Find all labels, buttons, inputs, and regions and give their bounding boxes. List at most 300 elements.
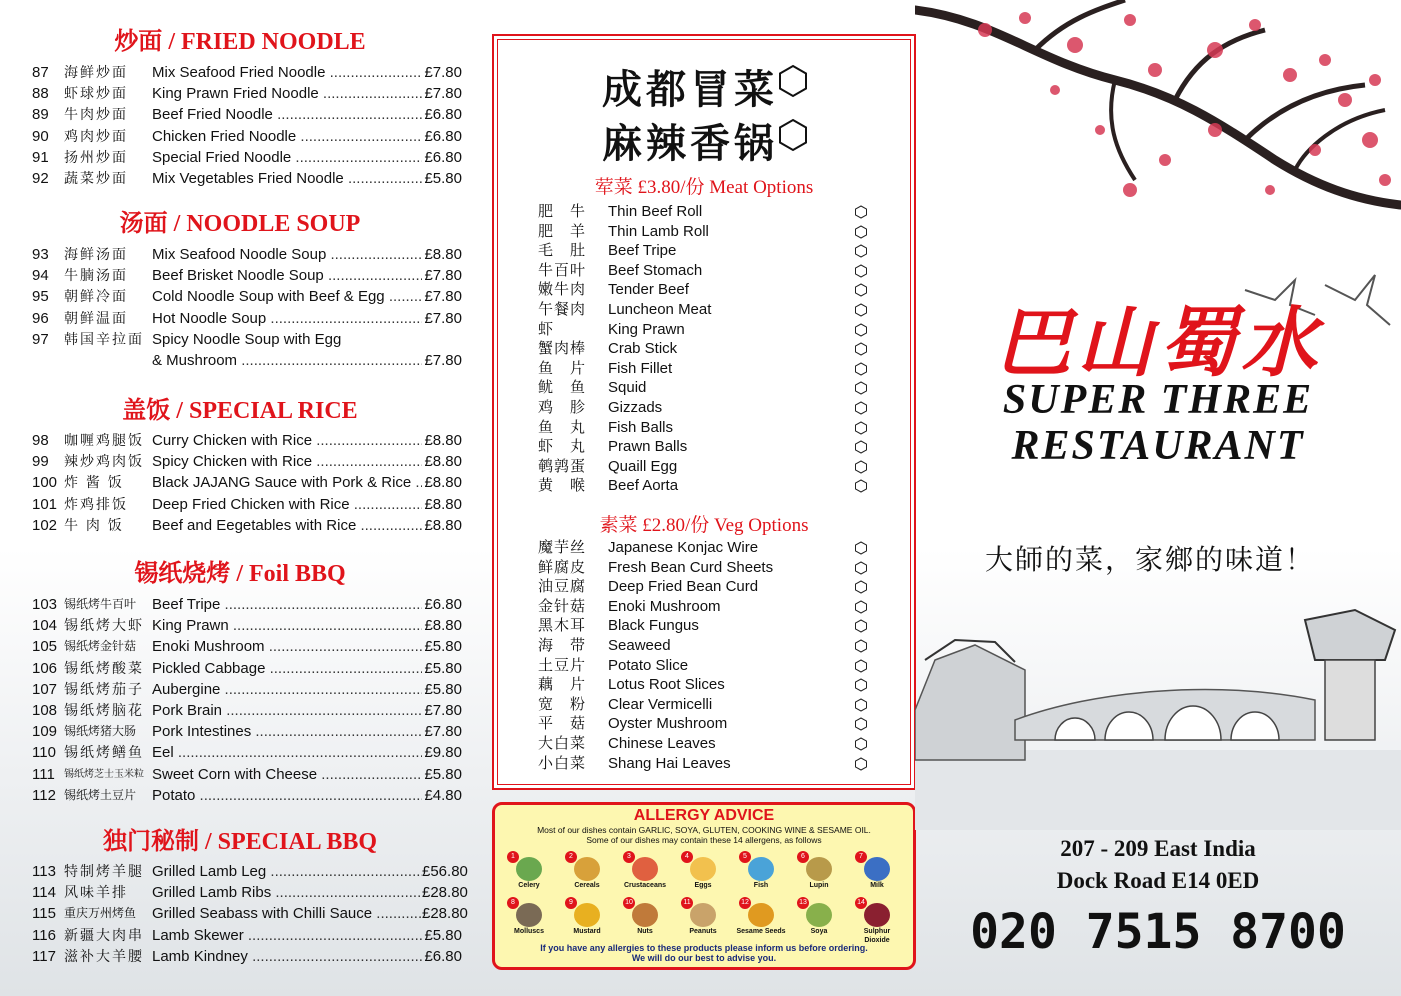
allergen-item bbox=[851, 851, 903, 897]
allergen-label: Molluscs bbox=[514, 928, 544, 935]
heading-mala-xiangguo: 麻辣香锅 bbox=[602, 120, 778, 167]
allergen-icon bbox=[748, 857, 774, 881]
menu-item bbox=[32, 882, 468, 903]
menu-item-number: 102 bbox=[32, 516, 58, 534]
option-chinese-name: 肥 羊 bbox=[538, 222, 587, 240]
section-title-cn: 独门秘制 bbox=[102, 829, 199, 855]
meat-option-row bbox=[538, 261, 868, 281]
meat-option-row bbox=[538, 339, 868, 359]
allergen-number-badge: 12 bbox=[739, 897, 751, 909]
meat-option-row bbox=[538, 398, 868, 418]
allergen-item bbox=[503, 851, 555, 897]
hexagon-checkbox-icon[interactable] bbox=[854, 561, 868, 575]
hexagon-checkbox-icon[interactable] bbox=[854, 757, 868, 771]
menu-item-chinese-name: 鸡肉炒面 bbox=[64, 127, 128, 144]
menu-item-english-name: Lamb Kindney ..... bbox=[152, 946, 422, 967]
option-english-name: Gizzads bbox=[608, 398, 663, 416]
hexagon-checkbox-icon[interactable] bbox=[854, 639, 868, 653]
veg-option-row bbox=[538, 597, 868, 617]
option-chinese-name: 大白菜 bbox=[538, 734, 587, 752]
menu-item-number: 117 bbox=[32, 947, 56, 965]
option-chinese-name: 鸡 胗 bbox=[538, 398, 587, 416]
menu-item-price: £7.80 bbox=[424, 701, 462, 719]
veg-option-row bbox=[538, 754, 868, 774]
section-title-cn: 锡纸烧烤 bbox=[134, 561, 231, 587]
hexagon-checkbox-icon[interactable] bbox=[854, 717, 868, 731]
menu-item-price: £7.80 bbox=[424, 309, 462, 327]
allergy-footer-line-1: If you have any allergies to these products please inform us before ordering. bbox=[540, 943, 868, 953]
hexagon-checkbox-icon[interactable] bbox=[778, 118, 808, 152]
option-english-name: Crab Stick bbox=[608, 340, 678, 358]
hexagon-checkbox-icon[interactable] bbox=[854, 283, 868, 297]
option-chinese-name: 金针菇 bbox=[538, 597, 587, 615]
section-title-en: Foil BBQ bbox=[248, 561, 346, 587]
menu-item-price bbox=[422, 329, 462, 350]
option-english-name: Quaill Egg bbox=[608, 457, 678, 475]
menu-item-price: £7.80 bbox=[424, 288, 462, 306]
menu-item-chinese-name: 锡纸烤金针菇 bbox=[64, 639, 137, 654]
menu-item-price: £6.80 bbox=[424, 127, 462, 145]
allergen-item bbox=[619, 851, 671, 897]
menu-item-number: 106 bbox=[32, 659, 58, 677]
menu-item-number: 95 bbox=[32, 288, 49, 306]
menu-item-chinese-name: 锡纸烤牛百叶 bbox=[64, 597, 137, 611]
option-chinese-name: 虾 bbox=[538, 320, 555, 338]
menu-item-price: £6.80 bbox=[424, 947, 462, 965]
menu-item-english-name: Curry Chicken with Rice ..... bbox=[152, 430, 422, 451]
menu-item-number: 90 bbox=[32, 127, 49, 145]
restaurant-name-line-2: RESTAURANT bbox=[1011, 423, 1305, 469]
menu-item-chinese-name: 扬州炒面 bbox=[64, 148, 128, 165]
menu-item-english-name: Grilled Lamb Leg ..... bbox=[152, 861, 422, 882]
option-english-name: Fresh Bean Curd Sheets bbox=[608, 558, 774, 576]
menu-item-price: £8.80 bbox=[424, 516, 462, 534]
allergen-item bbox=[793, 897, 845, 943]
section-title-en: NOODLE SOUP bbox=[186, 211, 361, 237]
allergen-label: Cereals bbox=[574, 882, 600, 889]
allergen-label: Milk bbox=[870, 882, 884, 889]
menu-item-english-name: Beef Fried Noodle ..... bbox=[152, 104, 422, 125]
allergen-icon bbox=[864, 903, 890, 927]
allergen-number-badge: 14 bbox=[855, 897, 867, 909]
allergen-icon bbox=[748, 903, 774, 927]
menu-item-chinese-name: 牛腩汤面 bbox=[64, 267, 128, 284]
menu-item-chinese-name: 锡纸烤茄子 bbox=[64, 680, 144, 697]
hexagon-checkbox-icon[interactable] bbox=[854, 421, 868, 435]
option-english-name: Beef Aorta bbox=[608, 477, 679, 495]
allergen-number-badge: 4 bbox=[681, 851, 693, 863]
menu-item-chinese-name: 咖喱鸡腿饭 bbox=[64, 432, 144, 448]
allergen-number-badge: 13 bbox=[797, 897, 809, 909]
option-english-name: Tender Beef bbox=[608, 281, 689, 299]
menu-item-number: 115 bbox=[32, 905, 56, 923]
menu-item bbox=[32, 515, 462, 536]
menu-item-english-name: Aubergine ..... bbox=[152, 679, 422, 700]
allergen-icon bbox=[806, 903, 832, 927]
menu-item-chinese-name: 蔬菜炒面 bbox=[64, 169, 128, 186]
hexagon-checkbox-icon[interactable] bbox=[854, 225, 868, 239]
section-title bbox=[0, 28, 480, 56]
menu-item bbox=[32, 329, 462, 350]
option-chinese-name: 嫩牛肉 bbox=[538, 281, 587, 299]
option-english-name: Fish Fillet bbox=[608, 359, 673, 377]
option-chinese-name: 牛百叶 bbox=[538, 261, 587, 279]
veg-option-row bbox=[538, 734, 868, 754]
menu-item-chinese-name: 朝鲜温面 bbox=[64, 309, 128, 326]
allergen-icon bbox=[690, 857, 716, 881]
menu-item bbox=[32, 494, 462, 515]
menu-item-english-name: Mix Seafood Noodle Soup ..... bbox=[152, 244, 422, 265]
hexagon-checkbox-icon[interactable] bbox=[854, 659, 868, 673]
menu-item-number: 93 bbox=[32, 246, 49, 263]
menu-item-number: 91 bbox=[32, 148, 49, 166]
allergen-label: Fish bbox=[753, 882, 769, 889]
menu-item-english-name: Beef Tripe ..... bbox=[152, 594, 422, 615]
hexagon-checkbox-icon[interactable] bbox=[854, 580, 868, 594]
meat-option-row bbox=[538, 222, 868, 242]
menu-item-chinese-name: 锡纸烤鳝鱼 bbox=[64, 744, 144, 761]
meat-option-row bbox=[538, 300, 868, 320]
allergen-item bbox=[851, 897, 903, 943]
meat-options-list bbox=[538, 202, 868, 496]
veg-options-title: 素菜 £2.80/份 Veg Options bbox=[599, 515, 809, 536]
menu-item-chinese-name: 海鲜汤面 bbox=[64, 246, 128, 262]
section-title-en: FRIED NOODLE bbox=[180, 29, 366, 55]
menu-item-chinese-name: 炸鸡排饭 bbox=[64, 495, 128, 512]
veg-option-row bbox=[538, 656, 868, 676]
allergy-advice-box bbox=[492, 802, 916, 970]
veg-option-row bbox=[538, 577, 868, 597]
menu-item-price: £6.80 bbox=[424, 596, 462, 613]
hexagon-checkbox-icon[interactable] bbox=[854, 479, 868, 493]
menu-item bbox=[32, 861, 468, 882]
menu-item-price: £5.80 bbox=[424, 680, 462, 698]
menu-item-chinese-name: 锡纸烤芝士玉米粒 bbox=[64, 768, 144, 780]
meat-options-title: 荤菜 £3.80/份 Meat Options bbox=[594, 177, 814, 198]
allergen-label: Sulphur Dioxide bbox=[863, 928, 891, 944]
menu-item-number: 87 bbox=[32, 64, 49, 81]
allergen-label: Crustaceans bbox=[623, 882, 667, 889]
option-english-name: Prawn Balls bbox=[608, 438, 688, 456]
allergen-item bbox=[561, 897, 613, 943]
meat-option-row bbox=[538, 418, 868, 438]
option-english-name: Luncheon Meat bbox=[608, 300, 712, 318]
section-title-separator: / bbox=[170, 398, 189, 424]
menu-item-price: £7.80 bbox=[424, 267, 462, 285]
allergen-item bbox=[677, 851, 729, 897]
allergen-item bbox=[677, 897, 729, 943]
menu-item-number: 99 bbox=[32, 453, 49, 471]
option-chinese-name: 海 带 bbox=[538, 636, 587, 654]
section-title bbox=[0, 828, 480, 856]
heading-chengdu-maocai: 成都冒菜 bbox=[602, 66, 778, 113]
menu-item-price: £9.80 bbox=[424, 744, 462, 762]
option-english-name: Japanese Konjac Wire bbox=[608, 539, 759, 556]
menu-item-list bbox=[32, 244, 462, 371]
menu-item bbox=[32, 721, 462, 742]
menu-item-number: 110 bbox=[32, 744, 56, 762]
option-chinese-name: 鹌鹑蛋 bbox=[538, 457, 587, 475]
allergen-item bbox=[735, 851, 787, 897]
menu-item bbox=[32, 658, 462, 679]
option-chinese-name: 肥 牛 bbox=[538, 203, 587, 220]
allergen-number-badge: 7 bbox=[855, 851, 867, 863]
hexagon-checkbox-icon[interactable] bbox=[854, 600, 868, 614]
menu-item-number bbox=[32, 350, 64, 371]
menu-item-english-name: Grilled Lamb Ribs ..... bbox=[152, 882, 422, 903]
section-title bbox=[0, 397, 480, 425]
option-english-name: Thin Beef Roll bbox=[608, 203, 703, 220]
option-english-name: Squid bbox=[608, 379, 647, 397]
menu-item bbox=[32, 615, 462, 636]
hexagon-checkbox-icon[interactable] bbox=[854, 541, 868, 555]
menu-item-chinese-name: 辣炒鸡肉饭 bbox=[64, 453, 144, 470]
menu-item-number: 109 bbox=[32, 723, 58, 741]
veg-option-row bbox=[538, 616, 868, 636]
veg-option-row bbox=[538, 538, 868, 558]
option-english-name: Deep Fried Bean Curd bbox=[608, 578, 759, 596]
menu-item-number: 111 bbox=[32, 765, 55, 783]
menu-item-list bbox=[32, 861, 468, 967]
menu-item-english-name: Hot Noodle Soup ..... bbox=[152, 308, 422, 329]
menu-item-chinese-name: 虾球炒面 bbox=[64, 85, 128, 102]
hexagon-checkbox-icon[interactable] bbox=[854, 401, 868, 415]
menu-item-number: 108 bbox=[32, 701, 58, 719]
section-title-en: SPECIAL BBQ bbox=[217, 829, 378, 855]
menu-item-number: 92 bbox=[32, 169, 49, 187]
slogan: 大師的菜，家鄉的味道！ bbox=[985, 543, 1316, 576]
hexagon-checkbox-icon[interactable] bbox=[854, 264, 868, 278]
menu-item-english-name: Mix Seafood Fried Noodle ..... bbox=[152, 62, 422, 83]
menu-item-number: 100 bbox=[32, 474, 58, 492]
menu-item-chinese-name bbox=[64, 350, 152, 371]
menu-item bbox=[32, 679, 462, 700]
menu-item-chinese-name: 特制烤羊腿 bbox=[64, 863, 144, 879]
menu-item bbox=[32, 636, 462, 657]
menu-item-price: £8.80 bbox=[424, 246, 462, 263]
menu-item bbox=[32, 594, 462, 615]
allergen-icon bbox=[574, 903, 600, 927]
allergen-number-badge: 6 bbox=[797, 851, 809, 863]
menu-item bbox=[32, 308, 462, 329]
option-chinese-name: 鱼 丸 bbox=[538, 418, 587, 436]
menu-item-english-name: Mix Vegetables Fried Noodle ..... bbox=[152, 168, 422, 189]
allergen-number-badge: 1 bbox=[507, 851, 519, 863]
menu-item-english-name: Eel ..... bbox=[152, 742, 422, 763]
allergen-label: Lupin bbox=[809, 882, 829, 889]
menu-item bbox=[32, 350, 462, 371]
menu-item-price: £7.80 bbox=[424, 85, 462, 103]
option-chinese-name: 黄 喉 bbox=[538, 477, 587, 495]
menu-item-english-name: Sweet Corn with Cheese ..... bbox=[152, 764, 422, 785]
menu-item-price: £8.80 bbox=[424, 617, 462, 635]
menu-item-english-name: King Prawn Fried Noodle ..... bbox=[152, 83, 422, 104]
meat-option-row bbox=[538, 202, 868, 222]
option-english-name: Clear Vermicelli bbox=[608, 695, 713, 713]
allergy-line-2: Some of our dishes may contain these 14 allergens, as follows bbox=[586, 835, 822, 845]
section-title-cn: 汤面 bbox=[119, 211, 168, 237]
menu-item bbox=[32, 147, 462, 168]
menu-item-english-name: Beef and Eegetables with Rice ..... bbox=[152, 515, 422, 536]
option-chinese-name: 宽 粉 bbox=[538, 695, 587, 713]
menu-item-number: 96 bbox=[32, 309, 49, 327]
allergen-icon bbox=[864, 857, 890, 881]
restaurant-name-line-1: SUPER THREE bbox=[1002, 377, 1314, 423]
option-chinese-name: 毛 肚 bbox=[538, 242, 587, 260]
option-chinese-name: 鱼 片 bbox=[538, 359, 587, 377]
menu-item bbox=[32, 700, 462, 721]
menu-item-price: £6.80 bbox=[424, 106, 462, 124]
allergy-line-1: Most of our dishes contain GARLIC, SOYA, GLUTEN, COOKING WINE & SESAME OIL. bbox=[537, 825, 871, 835]
hexagon-checkbox-icon[interactable] bbox=[854, 303, 868, 317]
meat-option-row bbox=[538, 320, 868, 340]
menu-item bbox=[32, 451, 462, 472]
allergen-label: Sesame Seeds bbox=[736, 928, 786, 935]
allergen-grid bbox=[503, 851, 903, 943]
hexagon-checkbox-icon[interactable] bbox=[854, 342, 868, 356]
menu-item-number: 101 bbox=[32, 495, 58, 513]
allergen-label: Celery bbox=[518, 882, 540, 889]
menu-item-chinese-name: 锡纸烤脑花 bbox=[64, 701, 144, 718]
menu-item-chinese-name: 锡纸烤酸菜 bbox=[64, 659, 144, 676]
allergen-item bbox=[735, 897, 787, 943]
menu-item-chinese-name: 新疆大肉串 bbox=[64, 926, 144, 943]
menu-item-number: 104 bbox=[32, 617, 58, 635]
allergen-number-badge: 3 bbox=[623, 851, 635, 863]
option-chinese-name: 蟹肉棒 bbox=[538, 340, 587, 358]
hexagon-checkbox-icon[interactable] bbox=[854, 460, 868, 474]
menu-item-list bbox=[32, 430, 462, 536]
allergen-number-badge: 9 bbox=[565, 897, 577, 909]
menu-item-english-name: Potato ..... bbox=[152, 785, 422, 806]
menu-item-number: 107 bbox=[32, 680, 58, 698]
menu-item-english-name: Spicy Chicken with Rice ..... bbox=[152, 451, 422, 472]
hexagon-checkbox-icon[interactable] bbox=[854, 737, 868, 751]
hexagon-checkbox-icon[interactable] bbox=[854, 698, 868, 712]
menu-item-price: £7.80 bbox=[424, 723, 462, 741]
menu-item-number: 105 bbox=[32, 638, 58, 656]
hexagon-checkbox-icon[interactable] bbox=[854, 381, 868, 395]
menu-item-price: £56.80 bbox=[422, 863, 468, 880]
option-english-name: Beef Tripe bbox=[608, 242, 677, 260]
menu-item bbox=[32, 286, 462, 307]
menu-item-price: £7.80 bbox=[424, 64, 462, 81]
option-english-name: Oyster Mushroom bbox=[608, 715, 728, 733]
cover-panel bbox=[915, 0, 1401, 996]
allergen-row bbox=[503, 851, 903, 897]
allergen-icon bbox=[690, 903, 716, 927]
menu-item-price: £4.80 bbox=[424, 786, 462, 804]
meat-option-row bbox=[538, 476, 868, 496]
hexagon-checkbox-icon[interactable] bbox=[854, 440, 868, 454]
menu-item-english-name: Lamb Skewer ..... bbox=[152, 925, 422, 946]
section-title bbox=[0, 210, 480, 238]
menu-item bbox=[32, 764, 462, 785]
menu-item-english-name: Deep Fried Chicken with Rice ..... bbox=[152, 494, 422, 515]
left-menu-column bbox=[0, 0, 480, 996]
menu-item bbox=[32, 430, 462, 451]
option-english-name: Black Fungus bbox=[608, 617, 699, 635]
option-english-name: Thin Lamb Roll bbox=[608, 222, 709, 240]
option-chinese-name: 土豆片 bbox=[538, 656, 587, 674]
menu-item-number: 98 bbox=[32, 432, 49, 449]
allergen-item bbox=[503, 897, 555, 943]
allergen-icon bbox=[632, 903, 658, 927]
menu-item-chinese-name: 滋补大羊腰 bbox=[64, 947, 144, 964]
hexagon-checkbox-icon[interactable] bbox=[854, 323, 868, 337]
menu-item-number: 89 bbox=[32, 106, 49, 124]
option-chinese-name: 午餐肉 bbox=[538, 300, 587, 318]
allergen-number-badge: 5 bbox=[739, 851, 751, 863]
menu-item-chinese-name: 海鲜炒面 bbox=[64, 64, 128, 80]
meat-option-row bbox=[538, 437, 868, 457]
menu-item-list bbox=[32, 62, 462, 189]
option-english-name: Enoki Mushroom bbox=[608, 597, 721, 615]
hexagon-checkbox-icon[interactable] bbox=[854, 678, 868, 692]
hexagon-checkbox-icon[interactable] bbox=[778, 64, 808, 98]
meat-option-row bbox=[538, 241, 868, 261]
menu-item-number: 88 bbox=[32, 85, 49, 103]
allergen-label: Soya bbox=[810, 928, 828, 935]
menu-item-price: £5.80 bbox=[424, 765, 462, 783]
menu-item-chinese-name: 牛肉炒面 bbox=[64, 106, 128, 123]
option-chinese-name: 平 菇 bbox=[538, 715, 587, 733]
veg-option-row bbox=[538, 695, 868, 715]
menu-item bbox=[32, 785, 462, 806]
menu-item-price: £28.80 bbox=[422, 884, 468, 902]
option-english-name: King Prawn bbox=[608, 320, 685, 338]
option-english-name: Seaweed bbox=[608, 636, 671, 654]
menu-item bbox=[32, 104, 462, 125]
hotpot-options-panel bbox=[492, 34, 916, 790]
menu-item-english-name: Enoki Mushroom ..... bbox=[152, 636, 422, 657]
hexagon-checkbox-icon[interactable] bbox=[854, 205, 868, 219]
menu-item bbox=[32, 742, 462, 763]
option-english-name: Fish Balls bbox=[608, 418, 674, 436]
bridge-landscape-illustration bbox=[915, 600, 1401, 830]
menu-item-price: £8.80 bbox=[424, 453, 462, 471]
allergen-item bbox=[793, 851, 845, 897]
menu-item-english-name: & Mushroom ..... bbox=[152, 350, 422, 371]
allergen-number-badge: 10 bbox=[623, 897, 635, 909]
menu-item-english-name: Grilled Seabass with Chilli Sauce ..... bbox=[152, 903, 422, 924]
menu-item-number: 94 bbox=[32, 267, 49, 285]
phone-number: 020 7515 8700 bbox=[970, 904, 1346, 960]
veg-option-row bbox=[538, 714, 868, 734]
menu-item-chinese-name: 牛 肉 饭 bbox=[64, 516, 124, 533]
menu-item bbox=[32, 126, 462, 147]
allergen-row bbox=[503, 897, 903, 943]
menu-item-chinese-name: 炸 酱 饭 bbox=[64, 474, 124, 491]
hexagon-checkbox-icon[interactable] bbox=[854, 362, 868, 376]
menu-item-english-name: Spicy Noodle Soup with Egg bbox=[152, 330, 342, 348]
hexagon-checkbox-icon[interactable] bbox=[854, 244, 868, 258]
menu-item-price: £7.80 bbox=[424, 351, 462, 369]
allergen-number-badge: 2 bbox=[565, 851, 577, 863]
allergen-item bbox=[619, 897, 671, 943]
section-title-cn: 炒面 bbox=[114, 29, 163, 55]
menu-item-number: 103 bbox=[32, 596, 58, 613]
hexagon-checkbox-icon[interactable] bbox=[854, 619, 868, 633]
menu-item-price: £28.80 bbox=[422, 905, 468, 923]
menu-item-price: £6.80 bbox=[424, 148, 462, 166]
plum-blossom-branch-illustration bbox=[915, 0, 1401, 230]
option-chinese-name: 黑木耳 bbox=[538, 617, 587, 635]
menu-item-english-name: Pork Brain ..... bbox=[152, 700, 422, 721]
allergen-icon bbox=[516, 903, 542, 927]
option-chinese-name: 鱿 鱼 bbox=[538, 379, 587, 397]
veg-option-row bbox=[538, 675, 868, 695]
